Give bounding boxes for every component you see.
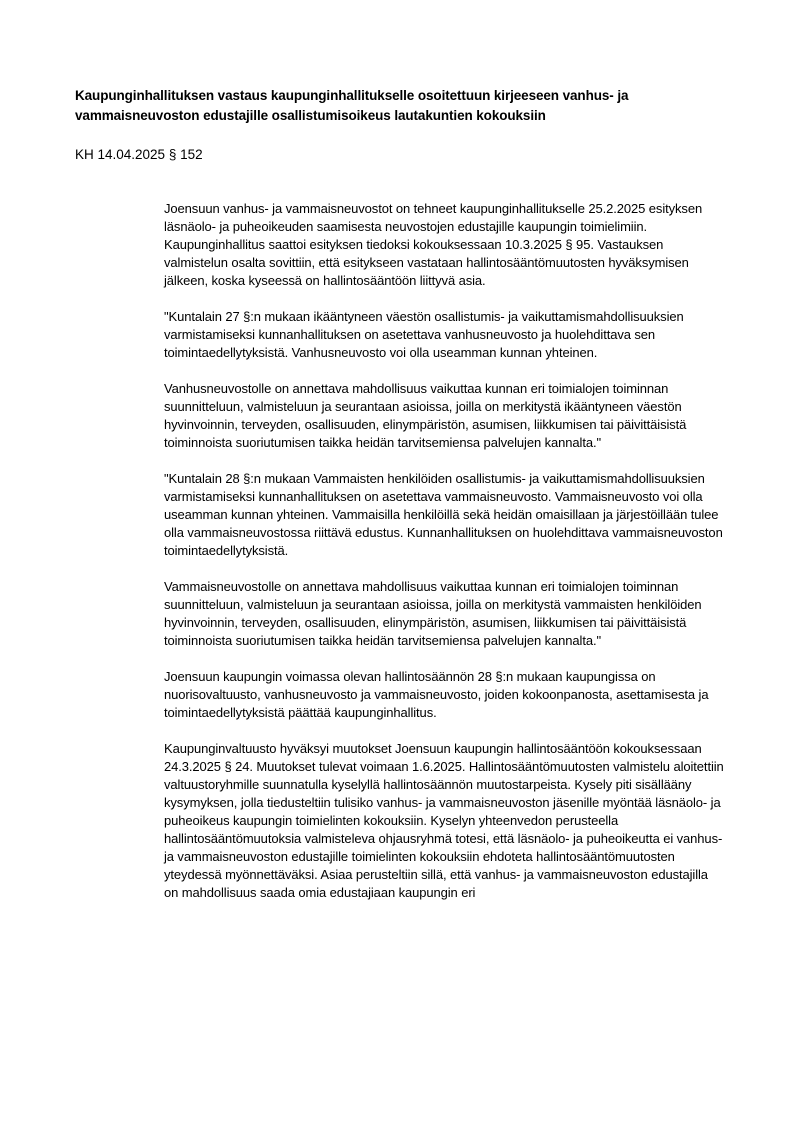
paragraph: "Kuntalain 27 §:n mukaan ikääntyneen väestön osallistumis- ja vaikuttamismahdollisuuksien varmistamiseksi kunnanhallituksen on asetettava vanhusneuvosto ja huolehdittava sen toimintaedellytyksistä. Vanhusneuvosto voi olla useamman kunnan yhteinen. (164, 309, 684, 360)
paragraph: Vammaisneuvostolle on annettava mahdollisuus vaikuttaa kunnan eri toimialojen toiminnan suunnitteluun, valmisteluun ja seurantaan asioissa, joilla on merkitystä vammaisten henkilöiden hyvinvoinnin, terveyden, osallisuuden, elinympäristön, asumisen, liikkumisen tai päivittäisistä toiminnoista suoriutumisen taikka heidän tarvitsemiensa palvelujen kannalta." (164, 579, 702, 648)
document-body (164, 200, 724, 902)
document-reference: KH 14.04.2025 § 152 (75, 147, 203, 162)
paragraph: "Kuntalain 28 §:n mukaan Vammaisten henkilöiden osallistumis- ja vaikuttamismahdollisuuksien varmistamiseksi kunnanhallituksen on asetettava vammaisneuvosto. Vammaisneuvosto voi olla useamman kunnan yhteinen. Vammaisilla henkilöillä sekä heidän omaisillaan ja järjestöillään tulee olla vammaisneuvostossa riittävä edustus. Kunnanhallituksen on huolehdittava vammaisneuvoston toimintaedellytyksistä. (164, 471, 723, 558)
paragraph: Vanhusneuvostolle on annettava mahdollisuus vaikuttaa kunnan eri toimialojen toiminnan suunnitteluun, valmisteluun ja seurantaan asioissa, joilla on merkitystä ikääntyneen väestön hyvinvoinnin, terveyden, osallisuuden, elinympäristön, asumisen, liikkumisen tai päivittäisistä toiminnoista suoriutumisen taikka heidän tarvitsemiensa palvelujen kannalta." (164, 381, 687, 450)
paragraph: Joensuun vanhus- ja vammaisneuvostot on tehneet kaupunginhallitukselle 25.2.2025 esityksen läsnäolo- ja puheoikeuden saamisesta neuvostojen edustajille kaupungin toimielimiin. Kaupunginhallitus saattoi esityksen tiedoksi kokouksessaan 10.3.2025 § 95. Vastauksen valmistelun osalta sovittiin, että esitykseen vastataan hallintosääntömuutosten hyväksymisen jälkeen, koska kyseessä on hallintosääntöön liittyvä asia. (164, 201, 703, 288)
paragraph: Kaupunginvaltuusto hyväksyi muutokset Joensuun kaupungin hallintosääntöön kokouksessaan 24.3.2025 § 24. Muutokset tulevat voimaan 1.6.2025. Hallintosääntömuutosten valmistelu aloitettiin valtuustoryhmille suunnatulla kyselyllä hallintosäännön muutostarpeista. Kysely piti sisällääny kysymyksen, jolla tiedusteltiin tulisiko vanhus- ja vammaisneuvoston jäsenille myöntää läsnäolo- ja puheoikeus kaupungin toimielinten kokouksiin. Kyselyn yhteenvedon perusteella hallintosääntömuutoksia valmisteleva ohjausryhmä totesi, että läsnäolo- ja puheoikeutta ei vanhus- ja vammaisneuvoston edustajille toimielinten kokouksiin ehdoteta hallintosääntömuutosten yteydessä myönnettäväksi. Asiaa perusteltiin sillä, että vanhus- ja vammaisneuvoston edustajilla on mahdollisuus saada omia edustajiaan kaupungin eri (164, 741, 724, 900)
paragraph: Joensuun kaupungin voimassa olevan hallintosäännön 28 §:n mukaan kaupungissa on nuorisovaltuusto, vanhusneuvosto ja vammaisneuvosto, joiden kokoonpanosta, asettamisesta ja toimintaedellytyksistä päättää kaupunginhallitus. (164, 669, 709, 720)
document-title: Kaupunginhallituksen vastaus kaupunginhallitukselle osoitettuun kirjeeseen vanhus- ja vammaisneuvoston edustajille osallistumisoikeus lautakuntien kokouksiin (75, 88, 629, 123)
